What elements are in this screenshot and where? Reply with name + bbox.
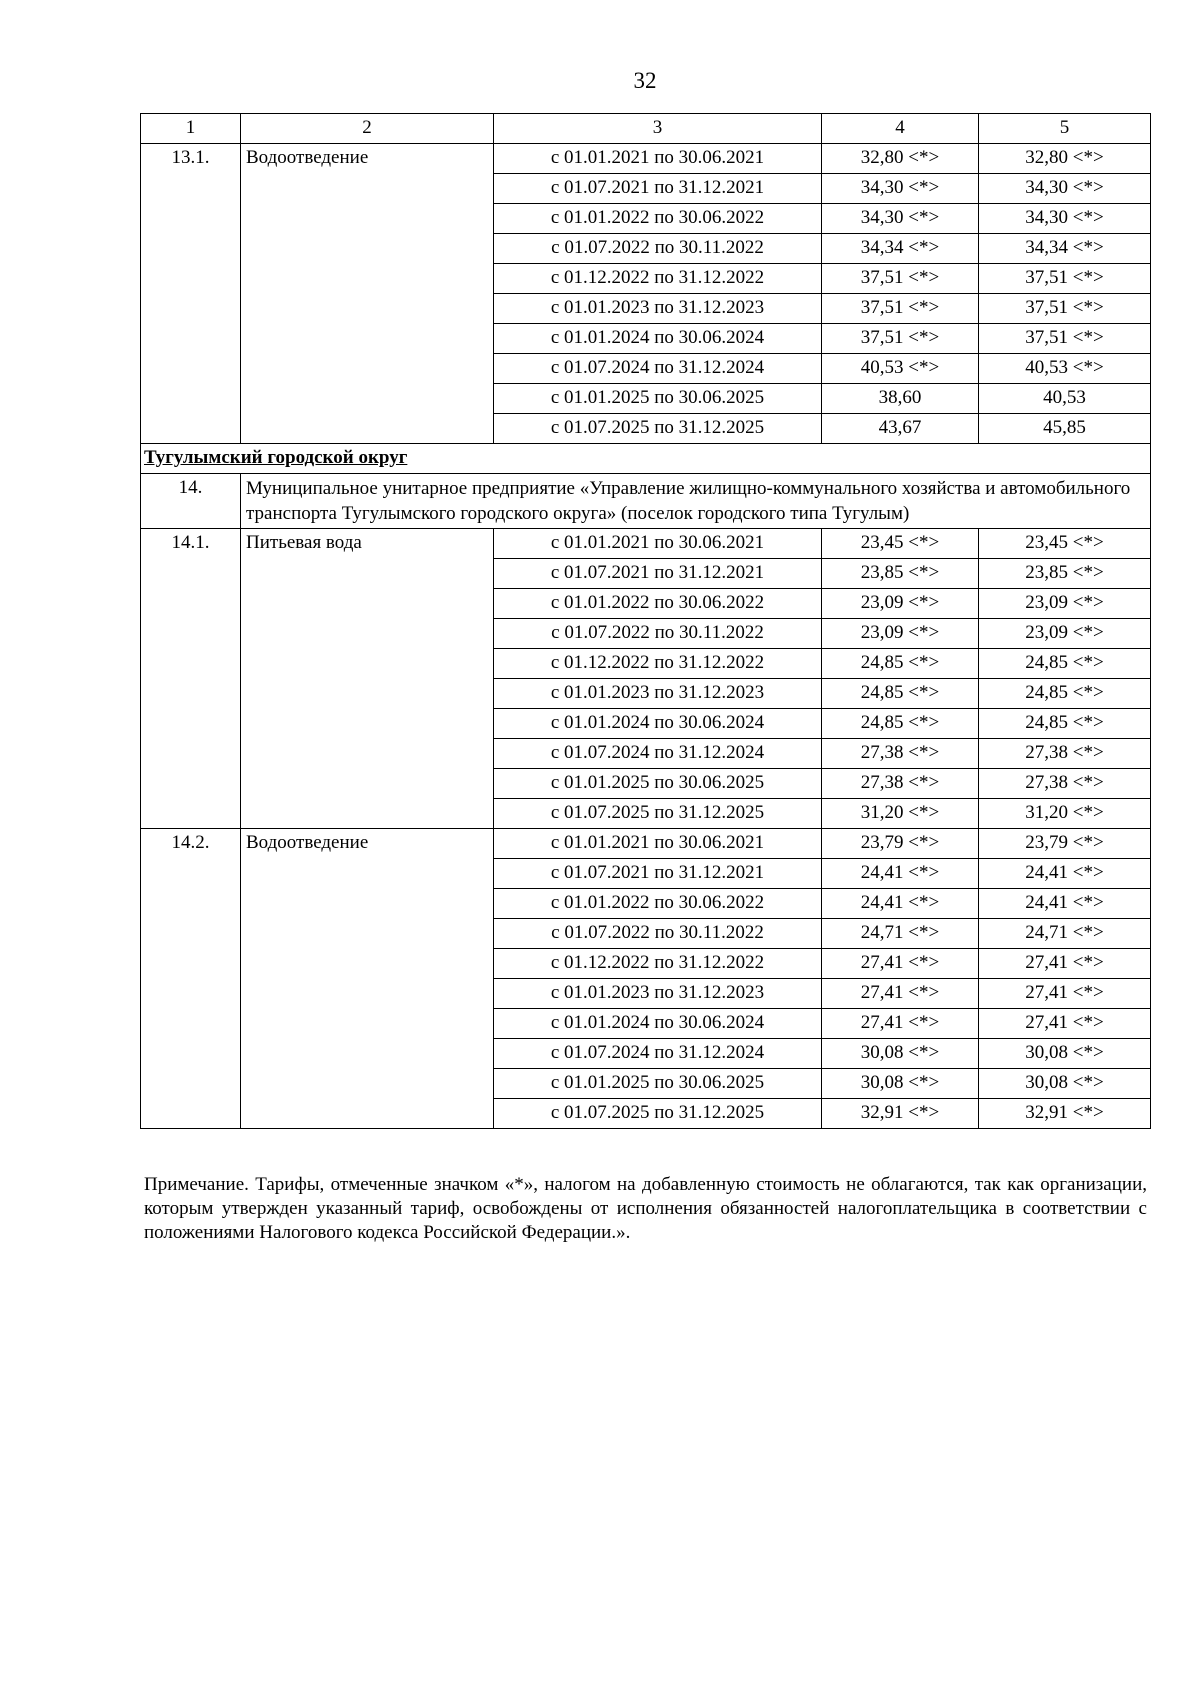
tariff-value-col4: 24,85 <*>: [822, 709, 979, 739]
tariff-table: [140, 113, 1151, 1129]
period-cell: с 01.01.2025 по 30.06.2025: [494, 1069, 822, 1099]
footnote: Примечание. Тарифы, отмеченные значком «*», налогом на добавленную стоимость не облагаются, так как организации, которым утвержден указанный тариф, освобождены от исполнения обязанностей налогоплательщика в соответствии с положениями Налогового кодекса Российской Федерации.».: [144, 1174, 1147, 1243]
period-cell: с 01.01.2024 по 30.06.2024: [494, 1009, 822, 1039]
item-number: 13.1.: [141, 144, 241, 444]
tariff-value-col5: 27,41 <*>: [979, 1009, 1151, 1039]
period-cell: с 01.01.2024 по 30.06.2024: [494, 324, 822, 354]
item-number: 14.: [141, 474, 241, 529]
tariff-value-col5: 37,51 <*>: [979, 294, 1151, 324]
table-row: [141, 829, 1151, 859]
tariff-value-col5: 24,85 <*>: [979, 679, 1151, 709]
tariff-value-col5: 37,51 <*>: [979, 324, 1151, 354]
service-name: Питьевая вода: [241, 529, 494, 829]
period-cell: с 01.12.2022 по 31.12.2022: [494, 649, 822, 679]
tariff-value-col4: 23,09 <*>: [822, 589, 979, 619]
tariff-value-col5: 23,79 <*>: [979, 829, 1151, 859]
organization-description: Муниципальное унитарное предприятие «Управление жилищно-коммунального хозяйства и автомобильного транспорта Тугулымского городского округа» (поселок городского типа Тугулым): [241, 474, 1151, 529]
item-number: 14.1.: [141, 529, 241, 829]
tariff-value-col5: 37,51 <*>: [979, 264, 1151, 294]
tariff-value-col5: 27,41 <*>: [979, 979, 1151, 1009]
period-cell: с 01.12.2022 по 31.12.2022: [494, 264, 822, 294]
section-title: Тугулымский городской округ: [141, 444, 1151, 474]
tariff-value-col5: 32,91 <*>: [979, 1099, 1151, 1129]
tariff-value-col4: 24,71 <*>: [822, 919, 979, 949]
period-cell: с 01.07.2024 по 31.12.2024: [494, 354, 822, 384]
period-cell: с 01.07.2021 по 31.12.2021: [494, 859, 822, 889]
tariff-value-col5: 27,38 <*>: [979, 769, 1151, 799]
tariff-value-col5: 45,85: [979, 414, 1151, 444]
period-cell: с 01.01.2023 по 31.12.2023: [494, 979, 822, 1009]
tariff-value-col4: 37,51 <*>: [822, 324, 979, 354]
period-cell: с 01.07.2025 по 31.12.2025: [494, 414, 822, 444]
tariff-value-col4: 23,85 <*>: [822, 559, 979, 589]
section-title-row: [141, 444, 1151, 474]
period-cell: с 01.01.2024 по 30.06.2024: [494, 709, 822, 739]
period-cell: с 01.07.2025 по 31.12.2025: [494, 799, 822, 829]
tariff-value-col5: 23,45 <*>: [979, 529, 1151, 559]
organization-row: [141, 474, 1151, 529]
tariff-value-col4: 30,08 <*>: [822, 1069, 979, 1099]
period-cell: с 01.01.2025 по 30.06.2025: [494, 384, 822, 414]
period-cell: с 01.07.2025 по 31.12.2025: [494, 1099, 822, 1129]
tariff-value-col4: 38,60: [822, 384, 979, 414]
tariff-value-col5: 40,53: [979, 384, 1151, 414]
tariff-value-col4: 24,85 <*>: [822, 649, 979, 679]
period-cell: с 01.01.2021 по 30.06.2021: [494, 829, 822, 859]
period-cell: с 01.07.2024 по 31.12.2024: [494, 739, 822, 769]
tariff-value-col5: 27,41 <*>: [979, 949, 1151, 979]
tariff-value-col4: 32,91 <*>: [822, 1099, 979, 1129]
tariff-value-col4: 34,30 <*>: [822, 204, 979, 234]
tariff-value-col4: 24,85 <*>: [822, 679, 979, 709]
tariff-value-col4: 37,51 <*>: [822, 264, 979, 294]
period-cell: с 01.01.2021 по 30.06.2021: [494, 144, 822, 174]
tariff-value-col4: 23,45 <*>: [822, 529, 979, 559]
table-row: [141, 529, 1151, 559]
tariff-value-col4: 32,80 <*>: [822, 144, 979, 174]
tariff-value-col5: 24,41 <*>: [979, 859, 1151, 889]
tariff-value-col4: 31,20 <*>: [822, 799, 979, 829]
period-cell: с 01.01.2023 по 31.12.2023: [494, 294, 822, 324]
tariff-value-col4: 27,38 <*>: [822, 739, 979, 769]
tariff-value-col5: 27,38 <*>: [979, 739, 1151, 769]
service-name: Водоотведение: [241, 144, 494, 444]
tariff-value-col4: 34,34 <*>: [822, 234, 979, 264]
column-header: 2: [241, 114, 494, 144]
tariff-value-col5: 24,85 <*>: [979, 709, 1151, 739]
column-header: 5: [979, 114, 1151, 144]
tariff-value-col4: 23,09 <*>: [822, 619, 979, 649]
period-cell: с 01.07.2022 по 30.11.2022: [494, 919, 822, 949]
column-header: 1: [141, 114, 241, 144]
period-cell: с 01.01.2022 по 30.06.2022: [494, 204, 822, 234]
service-name: Водоотведение: [241, 829, 494, 1129]
tariff-value-col4: 43,67: [822, 414, 979, 444]
tariff-value-col4: 30,08 <*>: [822, 1039, 979, 1069]
period-cell: с 01.07.2022 по 30.11.2022: [494, 234, 822, 264]
header-row: [141, 114, 1151, 144]
tariff-value-col4: 24,41 <*>: [822, 859, 979, 889]
table-row: [141, 144, 1151, 174]
tariff-value-col5: 24,71 <*>: [979, 919, 1151, 949]
period-cell: с 01.07.2022 по 30.11.2022: [494, 619, 822, 649]
tariff-value-col4: 27,38 <*>: [822, 769, 979, 799]
tariff-value-col5: 23,85 <*>: [979, 559, 1151, 589]
period-cell: с 01.01.2022 по 30.06.2022: [494, 889, 822, 919]
tariff-value-col5: 32,80 <*>: [979, 144, 1151, 174]
tariff-value-col5: 30,08 <*>: [979, 1069, 1151, 1099]
tariff-value-col5: 34,30 <*>: [979, 174, 1151, 204]
tariff-value-col5: 23,09 <*>: [979, 619, 1151, 649]
period-cell: с 01.01.2025 по 30.06.2025: [494, 769, 822, 799]
tariff-value-col5: 34,30 <*>: [979, 204, 1151, 234]
tariff-value-col4: 24,41 <*>: [822, 889, 979, 919]
period-cell: с 01.01.2021 по 30.06.2021: [494, 529, 822, 559]
period-cell: с 01.07.2021 по 31.12.2021: [494, 559, 822, 589]
tariff-value-col5: 30,08 <*>: [979, 1039, 1151, 1069]
tariff-value-col4: 27,41 <*>: [822, 1009, 979, 1039]
tariff-value-col4: 37,51 <*>: [822, 294, 979, 324]
period-cell: с 01.01.2023 по 31.12.2023: [494, 679, 822, 709]
tariff-value-col5: 23,09 <*>: [979, 589, 1151, 619]
period-cell: с 01.07.2021 по 31.12.2021: [494, 174, 822, 204]
period-cell: с 01.01.2022 по 30.06.2022: [494, 589, 822, 619]
tariff-value-col4: 34,30 <*>: [822, 174, 979, 204]
tariff-value-col4: 40,53 <*>: [822, 354, 979, 384]
tariff-value-col4: 27,41 <*>: [822, 949, 979, 979]
tariff-value-col5: 40,53 <*>: [979, 354, 1151, 384]
item-number: 14.2.: [141, 829, 241, 1129]
tariff-value-col5: 24,41 <*>: [979, 889, 1151, 919]
page-number: 32: [633, 68, 657, 93]
tariff-value-col5: 31,20 <*>: [979, 799, 1151, 829]
period-cell: с 01.07.2024 по 31.12.2024: [494, 1039, 822, 1069]
tariff-value-col4: 23,79 <*>: [822, 829, 979, 859]
column-header: 4: [822, 114, 979, 144]
period-cell: с 01.12.2022 по 31.12.2022: [494, 949, 822, 979]
tariff-value-col5: 34,34 <*>: [979, 234, 1151, 264]
column-header: 3: [494, 114, 822, 144]
tariff-value-col5: 24,85 <*>: [979, 649, 1151, 679]
tariff-value-col4: 27,41 <*>: [822, 979, 979, 1009]
